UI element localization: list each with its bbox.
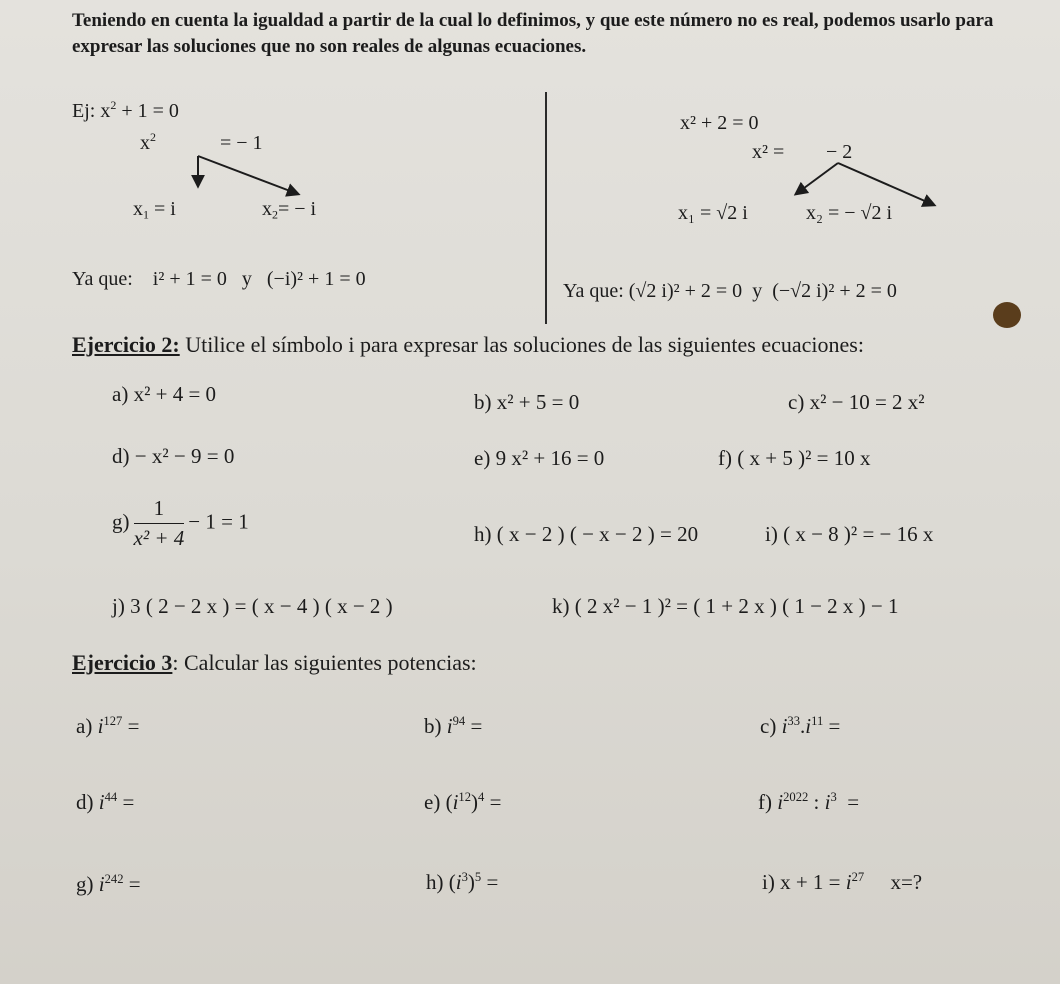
ej3-item-d <box>76 790 134 815</box>
x2-sq: 2 <box>150 130 156 145</box>
ej3-b-eq: = <box>470 714 483 738</box>
ej3-c-exp1: 33 <box>787 713 801 728</box>
ej3-f-label: f) <box>758 790 772 814</box>
ej3-a-base: i <box>97 714 104 738</box>
example-right-x2-solution: x₂ = − √2 i <box>806 202 893 224</box>
ej3-item-c: c) $i^{33}.i^{11}$ = <box>760 713 841 738</box>
ej2-item-i: i) ( x − 8 )² = − 16 x <box>765 522 934 546</box>
arrow-right-down <box>796 163 838 194</box>
ej3-i-question: x=? <box>890 870 923 894</box>
ej3-c-base2: i <box>805 714 812 738</box>
example-right-equation: x² + 2 = 0 <box>680 112 759 134</box>
ej3-d-base: i <box>98 790 105 814</box>
ej2-item-d: d) − x² − 9 = 0 <box>112 444 235 468</box>
ej3-a-label: a) <box>76 714 93 738</box>
ej3-b-label: b) <box>424 714 442 738</box>
ya-que-left: Ya que: <box>72 268 133 290</box>
example-right-rhs: − 2 <box>826 141 853 163</box>
ej3-e-base: i <box>452 790 459 814</box>
ej3-g-exp: 242 <box>104 871 124 886</box>
ej2-item-j: j) 3 ( 2 − 2 x ) = ( x − 4 ) ( x − 2 ) <box>112 594 393 618</box>
ej3-h-eq: = <box>486 870 499 894</box>
ej3-e-eq: = <box>489 790 502 814</box>
eq-rest: + 1 = 0 <box>116 100 179 122</box>
ejercicio3-text: : Calcular las siguientes potencias: <box>172 650 477 675</box>
ej3-item-a <box>76 714 139 739</box>
ej2-item-k: k) ( 2 x² − 1 )² = ( 1 + 2 x ) ( 1 − 2 x ) − 1 <box>552 594 899 618</box>
ejercicio2-text: Utilice el símbolo i para expresar las soluciones de las siguientes ecuaciones: <box>179 332 864 357</box>
ej3-f-base1: i <box>777 790 784 814</box>
x1-val: = i <box>149 198 176 220</box>
ej3-item-b <box>424 714 482 739</box>
ej3-e-exp1: 12 <box>458 789 472 804</box>
ej3-h-base: i <box>455 870 462 894</box>
ej3-c-label: c) <box>760 714 777 738</box>
example-left-rhs: = − 1 <box>220 132 263 154</box>
x2-val: = − i <box>278 198 317 220</box>
ej3-c-base1: i <box>781 714 788 738</box>
check-right-2: (−√2 i)² + 2 = 0 <box>772 280 897 302</box>
x2-sub: 2 <box>272 207 278 222</box>
eq-x: x <box>100 100 111 122</box>
check-right-1: (√2 i)² + 2 = 0 <box>628 280 743 302</box>
example-label: Ej: <box>72 100 96 122</box>
ejercicio2-title: Ejercicio 2: <box>72 332 180 357</box>
x2-label: x <box>262 198 272 220</box>
ej3-item-h: h) $(i^3)^5$ = <box>426 869 499 894</box>
ej2-item-h: h) ( x − 2 ) ( − x − 2 ) = 20 <box>474 522 699 546</box>
ej3-d-label: d) <box>76 790 94 814</box>
ej3-item-i <box>762 870 922 895</box>
ya-que-right: Ya que: <box>563 280 624 302</box>
ej2-g-fraction <box>134 496 185 551</box>
example-right-x1: x₁ = √2 i <box>678 202 748 224</box>
example-right-x2: x² = <box>752 141 785 163</box>
ej3-b-base: i <box>446 714 453 738</box>
ej3-b-exp: 94 <box>452 713 466 728</box>
ej2-g-numerator: 1 <box>134 496 185 524</box>
ej3-a-exp: 127 <box>103 713 123 728</box>
ej2-item-c: c) x² − 10 = 2 x² <box>788 390 925 414</box>
x2-base: x <box>140 132 150 154</box>
ej3-item-e: e) $(i^{12})^4$ = <box>424 789 502 814</box>
ej3-f-base2: i <box>824 790 831 814</box>
arrow-left-diagonal <box>198 156 298 194</box>
arrow-right-diagonal <box>838 163 934 205</box>
ej3-g-eq: = <box>128 872 141 896</box>
ej3-g-base: i <box>98 872 105 896</box>
ejercicio2-heading <box>72 332 864 358</box>
ej3-item-g <box>76 872 141 897</box>
ej3-i-exp: 27 <box>851 869 865 884</box>
ej2-item-g <box>112 496 249 551</box>
ej3-a-eq: = <box>127 714 140 738</box>
eq-sq: 2 <box>110 98 117 113</box>
ej3-c-eq: = <box>828 714 841 738</box>
check-left-1: i² + 1 = 0 <box>152 268 227 290</box>
ej2-item-b: b) x² + 5 = 0 <box>474 390 580 414</box>
x1-sub: 1 <box>143 207 149 222</box>
ej3-h-label: h) <box>426 870 444 894</box>
ej2-item-e: e) 9 x² + 16 = 0 <box>474 446 605 470</box>
intro-paragraph: Teniendo en cuenta la igualdad a partir de la cual lo definimos, y que este número no es real, podemos usarlo para expresar las soluciones que no son reales de algunas ecuaciones. <box>72 10 994 57</box>
ej3-e-label: e) <box>424 790 441 814</box>
ejercicio3-title: Ejercicio 3 <box>72 650 173 675</box>
ej3-i-lhs: x + 1 = <box>780 870 841 894</box>
ej3-i-label: i) <box>762 870 775 894</box>
ej3-f-eq: = <box>847 790 860 814</box>
check-left-2: (−i)² + 1 = 0 <box>266 268 366 290</box>
ej3-g-label: g) <box>76 872 94 896</box>
ej3-item-f: f) $i^{2022}$ : $i^3$ = <box>758 789 860 814</box>
ej3-d-exp: 44 <box>104 789 118 804</box>
ej3-h-exp2: 5 <box>474 869 482 884</box>
ej2-g-denominator: x² + 4 <box>133 526 185 550</box>
ej2-g-rest: − 1 = 1 <box>188 509 249 534</box>
ej3-c-exp2: 11 <box>811 713 824 728</box>
ej2-item-f: f) ( x + 5 )² = 10 x <box>718 446 871 470</box>
ej3-f-exp2: 3 <box>830 789 837 804</box>
y-right: y <box>752 280 763 302</box>
ejercicio3-heading <box>72 650 477 676</box>
ej3-e-exp2: 4 <box>478 789 485 804</box>
ej3-f-exp1: 2022 <box>783 789 809 804</box>
ej2-item-a: a) x² + 4 = 0 <box>112 382 217 406</box>
x1-label: x <box>133 198 143 220</box>
y-left: y <box>241 268 252 290</box>
ej2-g-label: g) <box>112 509 130 534</box>
ej3-d-eq: = <box>122 790 135 814</box>
ej3-i-base: i <box>845 870 852 894</box>
ej3-h-exp1: 3 <box>461 869 468 884</box>
